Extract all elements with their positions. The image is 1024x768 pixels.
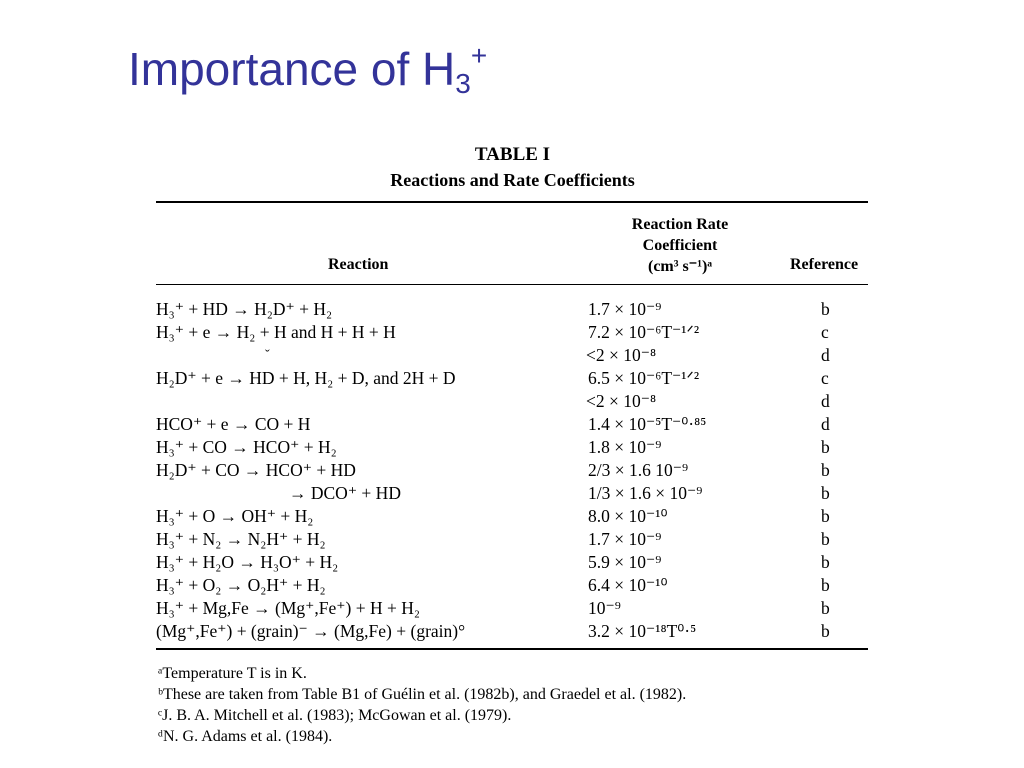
reference-cell: b	[821, 621, 830, 641]
table-row	[156, 299, 868, 322]
header-reference: Reference	[790, 256, 859, 273]
table-row	[156, 552, 868, 575]
reaction-cell: H₂D⁺ + CO → HCO⁺ + HD	[156, 460, 356, 480]
table-row	[156, 529, 868, 552]
rate-cell: 3.2 × 10⁻¹⁸T⁰·⁵	[588, 621, 697, 641]
reaction-cell: H₃⁺ + HD → H₂D⁺ + H₂	[156, 299, 333, 319]
table-bottom-rule	[156, 648, 868, 650]
header-rate-coefficient	[600, 214, 760, 277]
footnote-a: ᵃTemperature T is in K.	[158, 665, 307, 682]
rate-cell: 1/3 × 1.6 × 10⁻⁹	[588, 483, 703, 503]
rate-cell: 1.7 × 10⁻⁹	[588, 529, 662, 549]
rate-cell: 1.8 × 10⁻⁹	[588, 437, 662, 457]
footnote-c: ᶜJ. B. A. Mitchell et al. (1983); McGowan et al. (1979).	[158, 707, 512, 724]
slide-title	[128, 40, 487, 100]
header-rate-units: (cm³ s⁻¹)ᵃ	[647, 258, 713, 275]
table-header-rule	[156, 284, 868, 285]
reference-cell: c	[821, 322, 829, 342]
table-label: TABLE I	[474, 144, 551, 165]
footnote-b: ᵇThese are taken from Table B1 of Guélin et al. (1982b), and Graedel et al. (1982).	[158, 686, 687, 703]
table-row	[156, 621, 868, 644]
reaction-cell: (Mg⁺,Fe⁺) + (grain)⁻ → (Mg,Fe) + (grain)°	[156, 621, 466, 641]
table-row	[156, 414, 868, 437]
reaction-cell: H₃⁺ + Mg,Fe → (Mg⁺,Fe⁺) + H + H₂	[156, 598, 420, 618]
reference-cell: b	[821, 575, 830, 595]
reference-cell: b	[821, 506, 830, 526]
scan-mark: ˇ	[265, 348, 270, 363]
reaction-cell: HCO⁺ + e → CO + H	[156, 414, 311, 434]
slide-title-main: Importance of H	[128, 43, 456, 95]
reaction-cell: H₂D⁺ + e → HD + H, H₂ + D, and 2H + D	[156, 368, 456, 388]
rate-cell: 5.9 × 10⁻⁹	[588, 552, 662, 572]
table-row	[156, 598, 868, 621]
reference-cell: b	[821, 437, 830, 457]
reaction-cell: H₃⁺ + O₂ → O₂H⁺ + H₂	[156, 575, 326, 595]
slide-title-superscript: +	[470, 40, 488, 71]
reference-cell: d	[821, 391, 830, 411]
reaction-cell: → DCO⁺ + HD	[289, 483, 401, 503]
header-reaction: Reaction	[328, 256, 389, 273]
rate-cell: 6.5 × 10⁻⁶T⁻¹ᐟ²	[588, 368, 700, 388]
table-row	[156, 506, 868, 529]
rate-cell: 2/3 × 1.6 10⁻⁹	[588, 460, 689, 480]
reference-cell: b	[821, 552, 830, 572]
reaction-cell: H₃⁺ + e → H₂ + H and H + H + H	[156, 322, 396, 342]
reference-cell: d	[821, 345, 830, 365]
slide-title-subscript: 3	[455, 68, 471, 99]
table-row	[156, 322, 868, 345]
header-rate-line1: Reaction Rate	[631, 216, 729, 233]
table-row	[156, 460, 868, 483]
table-row	[156, 345, 868, 368]
rate-cell: <2 × 10⁻⁸	[586, 391, 657, 411]
table-row	[156, 368, 868, 391]
reaction-cell: H₃⁺ + H₂O → H₃O⁺ + H₂	[156, 552, 339, 572]
reference-cell: d	[821, 414, 830, 434]
rate-cell: 6.4 × 10⁻¹⁰	[588, 575, 668, 595]
table-row	[156, 437, 868, 460]
reaction-cell: H₃⁺ + CO → HCO⁺ + H₂	[156, 437, 337, 457]
reference-cell: b	[821, 299, 830, 319]
table-row	[156, 391, 868, 414]
header-rate-line2: Coefficient	[642, 237, 718, 254]
footnote-d: ᵈN. G. Adams et al. (1984).	[158, 728, 333, 745]
reference-cell: b	[821, 598, 830, 618]
rate-cell: 10⁻⁹	[588, 598, 621, 618]
reaction-cell: H₃⁺ + N₂ → N₂H⁺ + H₂	[156, 529, 326, 549]
rate-cell: 1.4 × 10⁻⁵T⁻⁰·⁸⁵	[588, 414, 707, 434]
rate-cell: 7.2 × 10⁻⁶T⁻¹ᐟ²	[588, 322, 700, 342]
table-row	[156, 483, 868, 506]
table-row	[156, 575, 868, 598]
table-caption: Reactions and Rate Coefficients	[390, 170, 635, 190]
reference-cell: c	[821, 368, 829, 388]
reaction-cell: H₃⁺ + O → OH⁺ + H₂	[156, 506, 314, 526]
reference-cell: b	[821, 483, 830, 503]
rate-cell: 1.7 × 10⁻⁹	[588, 299, 662, 319]
table-top-rule	[156, 201, 868, 203]
rate-cell: 8.0 × 10⁻¹⁰	[588, 506, 668, 526]
reference-cell: b	[821, 529, 830, 549]
rate-cell: <2 × 10⁻⁸	[586, 345, 657, 365]
reference-cell: b	[821, 460, 830, 480]
